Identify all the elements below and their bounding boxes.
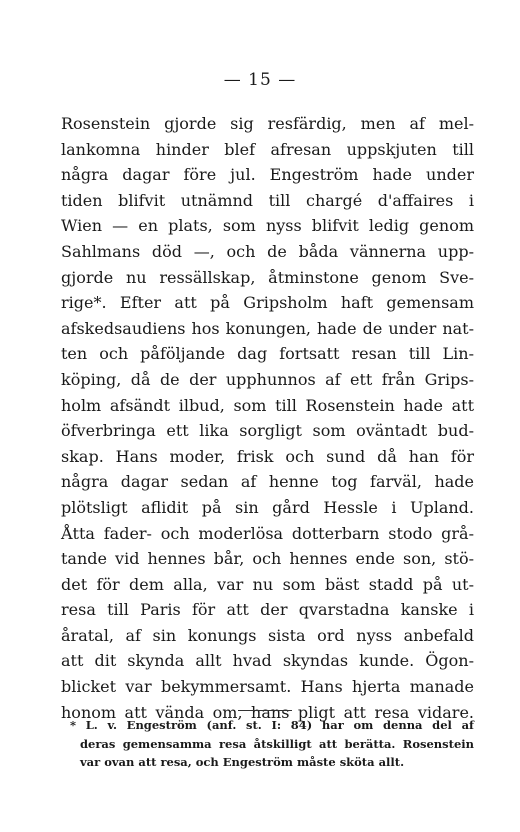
page-number: — 15 — [223,70,297,90]
footnote-line: deras gemensamma resa åtskilligt att berätta. Rosenstein [80,736,474,751]
text-line: det för dem alla, var nu som bäst stadd på ut- [61,574,474,594]
text-line: resa till Paris för att der qvarstadna kanske i [61,600,474,620]
text-line: att dit skynda allt hvad skyndas kunde. Ögon- [61,651,474,671]
text-line: afskedsaudiens hos konungen, hade de under nat- [61,318,474,338]
text-line: rige*. Efter att på Gripsholm haft gemensam [61,293,474,313]
text-line: lankomna hinder blef afresan uppskjuten till [61,139,474,159]
text-line: plötsligt aflidit på sin gård Hessle i Upland. [61,497,474,517]
text-line: tande vid hennes bår, och hennes ende son, stö- [61,549,474,569]
text-line: blicket var bekymmersamt. Hans hjerta manade [61,677,474,697]
footnote [70,716,474,772]
body-text [61,111,474,725]
text-line: några dagar före jul. Engeström hade under [61,165,474,185]
text-line: holm afsändt ilbud, som till Rosenstein hade att [61,395,474,415]
text-line: köping, då de der upphunnos af ett från Grips- [61,369,474,389]
text-line: öfverbringa ett lika sorgligt som oväntadt bud- [61,421,474,441]
text-line: Rosenstein gjorde sig resfärdig, men af mel- [61,114,474,133]
text-line: tiden blifvit utnämnd till chargé d'affaires i [61,190,474,210]
footnote-line: * L. v. Engeström (anf. st. I: 84) har om denna del af [70,718,474,732]
footnote-rule [238,710,292,711]
text-line: Sahlmans död —, och de båda vännerna upp- [61,241,474,261]
text-line: honom att vända om, hans pligt att resa vidare. [61,702,474,722]
text-line: Wien — en plats, som nyss blifvit ledig genom [61,216,474,236]
text-line: gjorde nu ressällskap, åtminstone genom Sve- [61,267,474,287]
text-line: Åtta fader- och moderlösa dotterbarn stodo grå- [61,523,474,543]
text-line: ten och påföljande dag fortsatt resan till Lin- [61,344,474,364]
text-line: skap. Hans moder, frisk och sund då han för [61,446,474,466]
text-line: åratal, af sin konungs sista ord nyss anbefald [61,625,474,645]
text-line: några dagar sedan af henne tog farväl, hade [61,472,474,492]
footnote-line: var ovan att resa, och Engeström måste sköta allt. [80,755,405,769]
